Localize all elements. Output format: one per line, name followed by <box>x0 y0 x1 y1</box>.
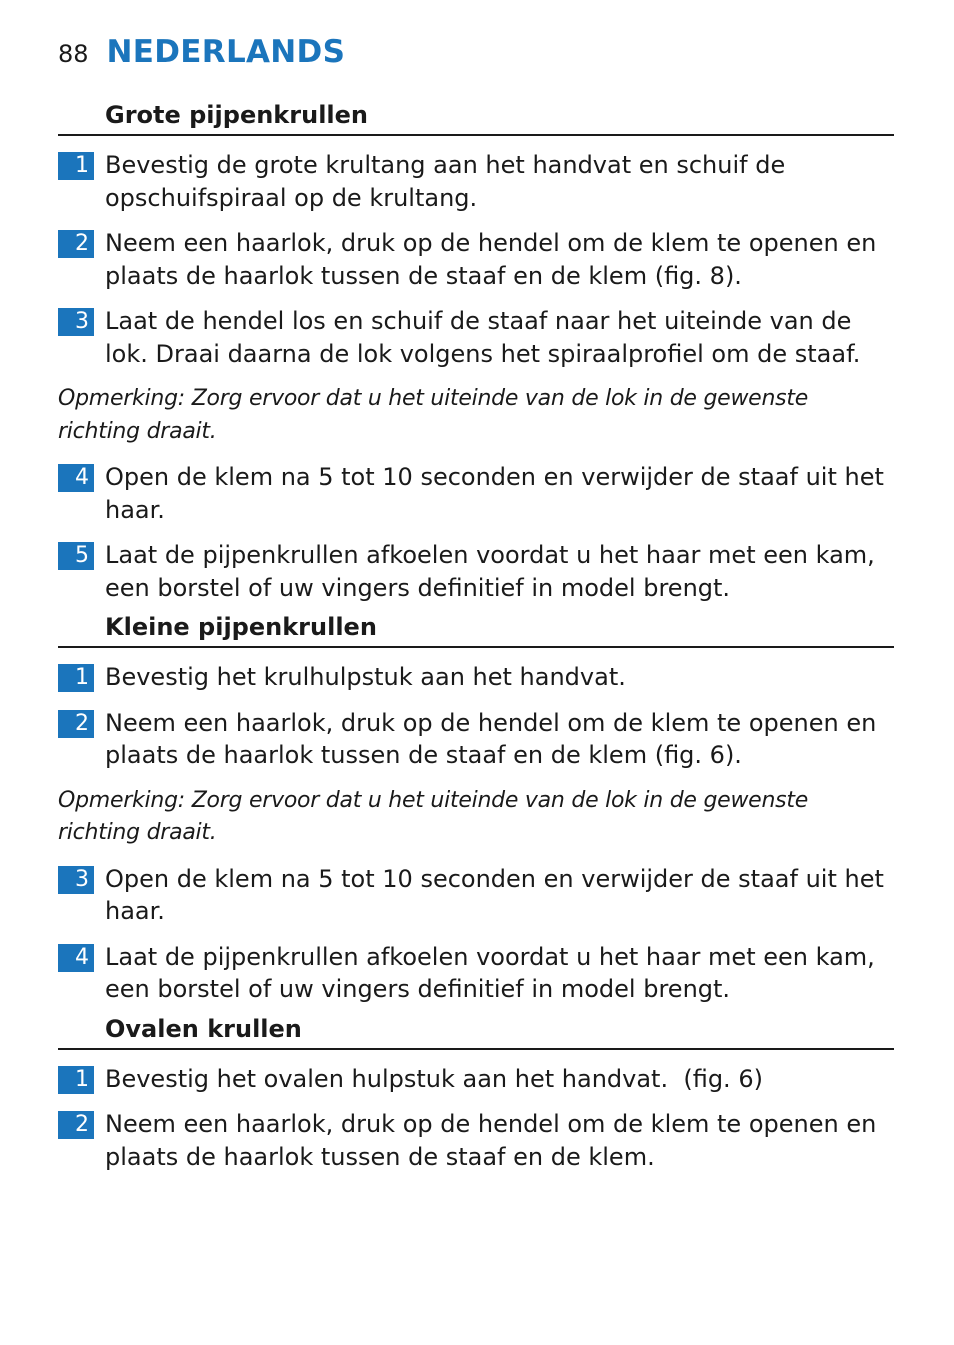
step-number-badge: 2 <box>58 710 94 738</box>
step-number-badge: 1 <box>58 664 94 692</box>
step-item <box>58 661 894 694</box>
step-text: Bevestig de grote krultang aan het handvat en schuif de opschuifspiraal op de krultang. <box>105 151 786 212</box>
step-text: Laat de hendel los en schuif de staaf naar het uiteinde van de lok. Draai daarna de lok volgens het spiraalprofiel om de staaf. <box>105 307 861 368</box>
step-number-badge: 2 <box>58 230 94 258</box>
step-item <box>58 1108 894 1173</box>
step-item <box>58 539 894 604</box>
step-item <box>58 305 894 370</box>
step-number-badge: 5 <box>58 542 94 570</box>
page-number: 88 <box>58 40 89 68</box>
manual-content <box>58 96 894 1173</box>
step-item <box>58 941 894 1006</box>
section-heading-grote: Grote pijpenkrullen <box>58 96 894 136</box>
section-heading-ovalen: Ovalen krullen <box>58 1010 894 1050</box>
step-item <box>58 461 894 526</box>
note-text: Opmerking: Zorg ervoor dat u het uiteinde van de lok in de gewenste richting draait. <box>58 386 809 444</box>
step-text: Bevestig het krulhulpstuk aan het handvat. <box>105 663 626 691</box>
page-header <box>58 34 345 74</box>
step-number-badge: 3 <box>58 308 94 336</box>
step-item <box>58 1063 894 1096</box>
step-text: Bevestig het ovalen hulpstuk aan het handvat. (fig. 6) <box>105 1064 763 1093</box>
step-number-badge: 4 <box>58 464 94 492</box>
step-item <box>58 707 894 772</box>
step-text: Open de klem na 5 tot 10 seconden en verwijder de staaf uit het haar. <box>105 864 884 925</box>
step-number-badge: 3 <box>58 866 94 894</box>
step-text: Neem een haarlok, druk op de hendel om de klem te openen en plaats de haarlok tussen de staaf en de klem (fig. 6). <box>105 708 877 769</box>
step-number-badge: 2 <box>58 1111 94 1139</box>
step-number-badge: 1 <box>58 152 94 180</box>
step-text: Open de klem na 5 tot 10 seconden en verwijder de staaf uit het haar. <box>105 463 884 524</box>
step-number-badge: 1 <box>58 1066 94 1094</box>
step-item <box>58 227 894 292</box>
step-text: Laat de pijpenkrullen afkoelen voordat u het haar met een kam, een borstel of uw vingers definitief in model brengt. <box>105 541 875 602</box>
step-text: Neem een haarlok, druk op de hendel om de klem te openen en plaats de haarlok tussen de staaf en de klem. <box>105 1110 877 1171</box>
step-number-badge: 4 <box>58 944 94 972</box>
step-text: Neem een haarlok, druk op de hendel om de klem te openen en plaats de haarlok tussen de staaf en de klem (fig. 8). <box>105 229 877 290</box>
step-text: Laat de pijpenkrullen afkoelen voordat u het haar met een kam, een borstel of uw vingers definitief in model brengt. <box>105 942 875 1003</box>
section-heading-kleine: Kleine pijpenkrullen <box>58 608 894 648</box>
language-title: NEDERLANDS <box>106 34 346 70</box>
step-item <box>58 149 894 214</box>
step-item <box>58 863 894 928</box>
note-text: Opmerking: Zorg ervoor dat u het uiteinde van de lok in de gewenste richting draait. <box>58 787 809 845</box>
